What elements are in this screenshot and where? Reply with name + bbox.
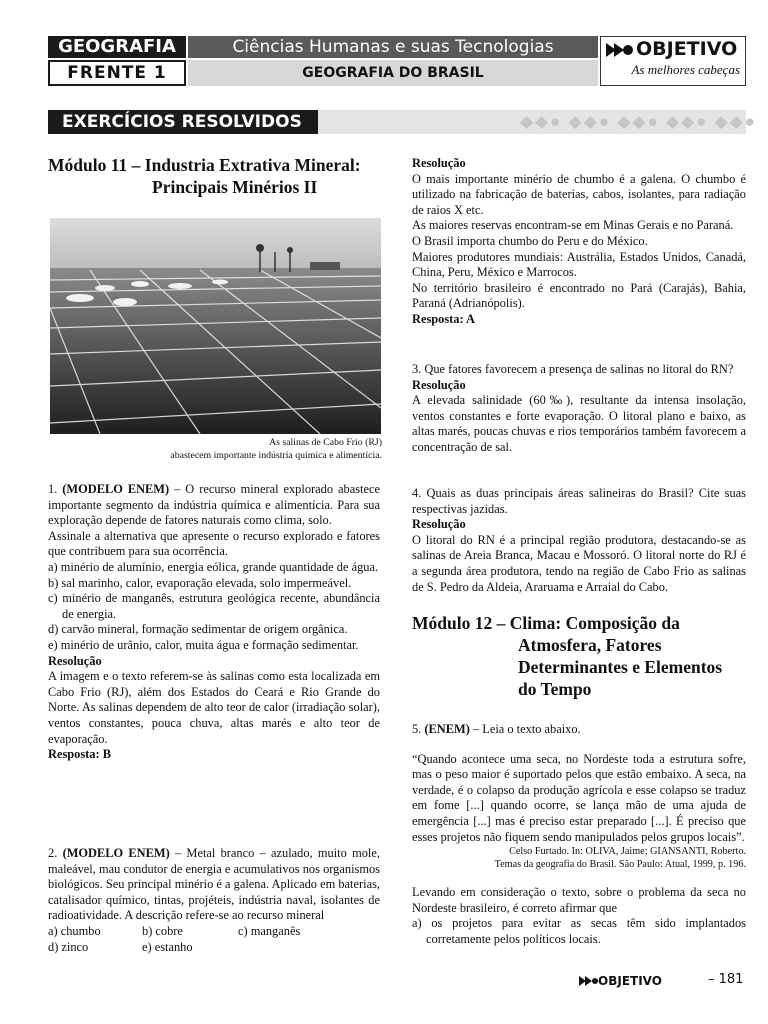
section-title: EXERCÍCIOS RESOLVIDOS <box>48 110 318 134</box>
module-12-title: Módulo 12 – Clima: Composição da Atmosfera, Fatores Determinantes e Elementos do Tempo <box>412 613 723 699</box>
q1-option-c: c) minério de manganês, estrutura geológica recente, abundância de energia. <box>48 591 380 621</box>
q1-option-a: a) minério de alumínio, energia eólica, grande quantidade de água. <box>48 559 379 574</box>
q5-source: Celso Furtado. In: OLIVA, Jaime; GIANSANTI, Roberto. Temas da geografia do Brasil. São Paulo: Atual, 1999, p. 196. <box>494 846 746 871</box>
footer-logo-mark-icon <box>578 974 598 988</box>
question-1: 1. (MODELO ENEM) – O recurso mineral explorado abastece importante segmento da indústria química e alimentícia. Para sua exploração depende de fatores naturais como clima, solo. Assinale a alternativa que apresente o recurso explorado e fatores que contribuem para sua ocorrência. a) minério de alumínio, energia eólica, grande quantidade de água. b) sal marinho, calor, evaporação elevada, solo impermeável. c) minério de manganês, estrutura geológica recente, abundância de energia. d) carvão mineral, formação sedimentar de origem orgânica. e) minério de urânio, calor, muita água e formação sedimentar. Resolução A imagem e o texto referem-se às salinas como esta localizada em Cabo Frio (RJ), além dos Estados do Ceará e Rio Grande do Norte. As salinas dependem de alto teor de calor (irradiação solar), ventos constantes, pouca chuva, altas marés e alto teor de evaporação. Resposta: B <box>48 482 380 762</box>
q2-option-d: d) zinco <box>48 939 89 954</box>
area-title: Ciências Humanas e suas Tecnologias <box>188 36 598 58</box>
module-11-title: Módulo 11 – Industria Extrativa Mineral: Principais Minérios II <box>48 155 361 197</box>
question-2: 2. (MODELO ENEM) – Metal branco – azulado, muito mole, maleável, mau condutor de energia e acumulativos nos organismos biológicos. Seu principal minério é a galena. Aplicado em baterias, catalisador químico, tintas, projéteis, indústria naval, isolantes de radioatividade. A descrição refere-se ao recurso mineral a) chumbo b) cobre c) manganês d) zinco e) estanho <box>48 846 380 954</box>
footer-logo: OBJETIVO <box>598 974 662 988</box>
q2-option-c: c) manganês <box>238 923 301 938</box>
front-label: FRENTE 1 <box>48 60 186 86</box>
q1-option-d: d) carvão mineral, formação sedimentar de origem orgânica. <box>48 622 348 637</box>
salinas-photo <box>50 218 381 434</box>
q5-quote: “Quando acontece uma seca, no Nordeste toda a estrutura sofre, mas o peso maior é suportado pelos que estão embaixo. A seca, na verdade, é o colapso da produção agrícola e esse colapso se traduz em fome [...] quando ocorre, se lança mão de uma ajuda de emergência [...] mas é preciso estar preparado [...]. É preciso que esses projetos não fiquem sendo manipulados pelos grupos locais”. <box>412 751 746 844</box>
q2-option-e: e) estanho <box>142 939 193 954</box>
logo-slogan: As melhores cabeças <box>631 62 740 77</box>
page-number: – 181 <box>708 972 744 987</box>
question-4: 4. Quais as duas principais áreas salineiras do Brasil? Cite suas respectivas jazidas. Resolução O litoral do RN é a principal região produtora, destacando-se as salinas de Areia Branca, Macau e Mossoró. O litoral norte do RJ é a segunda área produtora, tendo na região de Cabo Frio as salinas de S. Pedro da Aldeia, Araruama e Arraial do Cabo. <box>412 486 746 594</box>
subject-label: GEOGRAFIA <box>48 36 186 58</box>
question-3: 3. Que fatores favorecem a presença de salinas no litoral do RN? Resolução A elevada salinidade (60‰), resultante da intensa insolação, ventos constantes e forte evaporação. O litoral plano e baixo, as altas marés, poucas chuvas e rios temporários também favorecem a concentração de sal. <box>412 362 746 454</box>
decorative-logo-pattern-icon: ◆◆● ◆◆● ◆◆● ◆◆● ◆◆● <box>520 112 758 131</box>
logo-mark-icon <box>604 40 634 60</box>
question-2-resolution: Resolução O mais importante minério de chumbo é a galena. O chumbo é utilizado na fabricação de baterias, cabos, isolantes, para radiação de raios X etc. As maiores reservas encontram-se em Minas Gerais e no Paraná. O Brasil importa chumbo do Peru e do México. Maiores produtores mundiais: Austrália, Estados Unidos, Canadá, China, Peru, México e Marrocos. No território brasileiro é encontrado no Pará (Carajás), Bahia, Paraná (Adrianópolis). Resposta: A <box>412 156 746 326</box>
q2-option-b: b) cobre <box>142 923 183 938</box>
q1-option-e: e) minério de urânio, calor, muita água e formação sedimentar. <box>48 637 359 652</box>
q5-option-a: a) os projetos para evitar as secas têm sido implantados corretamente pelos políticos locais. <box>412 916 746 946</box>
book-title: GEOGRAFIA DO BRASIL <box>188 60 598 86</box>
q2-option-a: a) chumbo <box>48 923 101 938</box>
photo-caption: As salinas de Cabo Frio (RJ) abastecem importante indústria química e alimentícia. <box>170 437 382 461</box>
question-5: 5. (ENEM) – Leia o texto abaixo. “Quando acontece uma seca, no Nordeste toda a estrutura sofre, mas o peso maior é suportado pelos que estão embaixo. A seca, na verdade, é o colapso da produção agrícola e esse colapso se traduz em fome [...] quando ocorre, se lança mão de uma ajuda de emergência [...] mas é preciso estar preparado [...]. É preciso que esses projetos não fiquem sendo manipulados pelos grupos locais”. Celso Furtado. In: OLIVA, Jaime; GIANSANTI, Roberto. Temas da geografia do Brasil. São Paulo: Atual, 1999, p. 196. Levando em consideração o texto, sobre o problema da seca no Nordeste brasileiro, é correto afirmar que a) os projetos para evitar as secas têm sido implantados corretamente pelos políticos locais. <box>412 722 746 946</box>
q1-option-b: b) sal marinho, calor, evaporação elevada, solo impermeável. <box>48 575 352 590</box>
logo-name: OBJETIVO <box>636 38 738 60</box>
